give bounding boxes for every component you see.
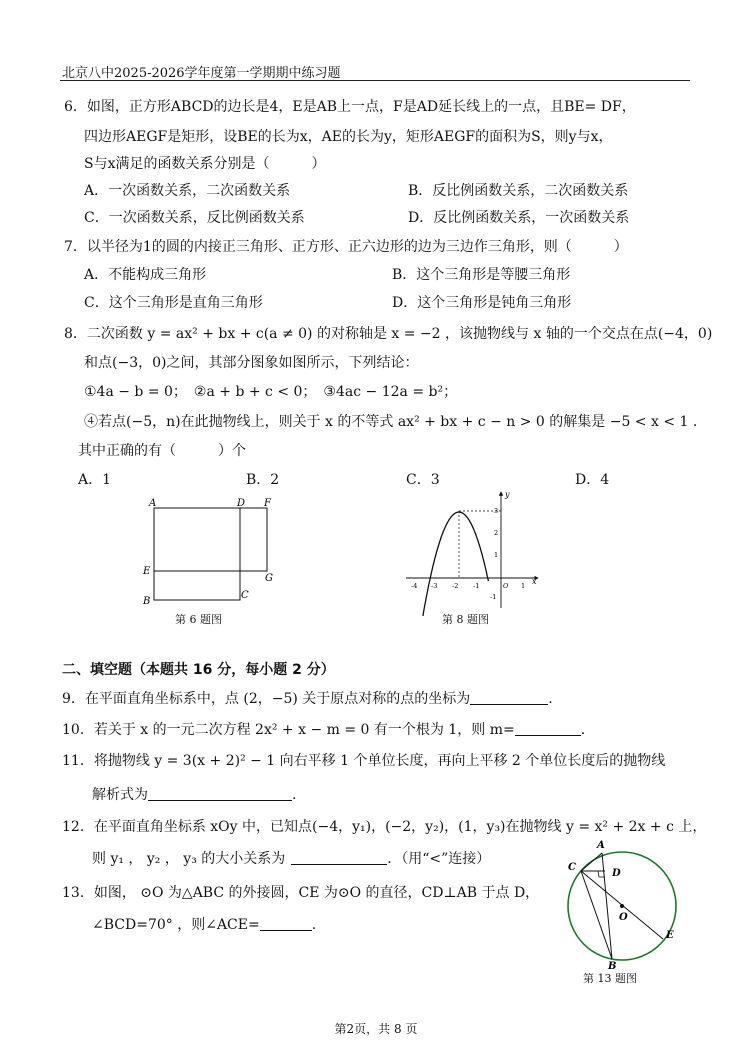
q11-line2 — [92, 786, 296, 804]
q8-option-d: D．4 — [575, 472, 610, 488]
q8-line5: 其中正确的有（ ）个 — [78, 443, 246, 459]
label-b: B — [143, 596, 151, 607]
label-e: E — [143, 566, 151, 577]
q6-option-a: A．一次函数关系，二次函数关系 — [84, 183, 291, 199]
label-d: D — [237, 498, 246, 509]
q7-option-d: D．这个三角形是钝角三角形 — [392, 295, 572, 311]
q7-option-c: C．这个三角形是直角三角形 — [84, 295, 263, 311]
q6-line3: S与x满足的函数关系分别是（ ） — [84, 156, 326, 172]
q13-answer-blank[interactable] — [260, 916, 312, 931]
q8-option-a: A．1 — [78, 472, 112, 488]
q6-option-c: C．一次函数关系，反比例函数关系 — [84, 210, 305, 226]
q7-option-a: A．不能构成三角形 — [84, 267, 207, 283]
x-tick-neg1: -1 — [473, 582, 480, 590]
q9-text: 9．在平面直角坐标系中，点 (2，−5) 关于原点对称的点的坐标为 — [62, 691, 471, 707]
y-axis-label: y — [505, 490, 510, 499]
q12-line2 — [92, 850, 490, 868]
q10-line — [62, 721, 585, 739]
y-tick-2: 2 — [494, 529, 499, 537]
q13-line1: 13．如图， ⊙O 为△ABC 的外接圆，CE 为⊙O 的直径，CD⊥AB 于点 D， — [62, 885, 540, 901]
x-tick-neg3: -3 — [431, 582, 438, 590]
q11-end: . — [292, 787, 297, 803]
x-tick-neg4: -4 — [411, 582, 418, 590]
figure-6-caption: 第 6 题图 — [175, 613, 222, 626]
figure-13-caption: 第 13 题图 — [583, 972, 637, 985]
center-point — [620, 904, 624, 908]
figure-8-caption: 第 8 题图 — [442, 613, 489, 626]
label-a: A — [149, 498, 157, 509]
y-tick-1: 1 — [494, 551, 499, 559]
y-tick-neg1: -1 — [490, 593, 497, 601]
label-b: B — [608, 961, 617, 969]
q12-line1: 12．在平面直角坐标系 xOy 中，已知点(−4，y₁)，(−2，y₂)，(1，y₃)在抛物线 y = x² + 2x + c 上， — [62, 819, 707, 835]
q13-end: . — [311, 917, 317, 933]
q6-option-d: D．反比例函数关系，一次函数关系 — [408, 210, 630, 226]
q6-line2: 四边形AEGF是矩形，设BE的长为x，AE的长为y，矩形AEGF的面积为S，则y与x， — [84, 129, 613, 145]
q13-line2 — [92, 916, 316, 934]
q8-line1: 8．二次函数 y = ax² + bx + c(a ≠ 0) 的对称轴是 x = −2 ，该抛物线与 x 轴的一个交点在点(−4，0) — [64, 326, 713, 342]
q8-option-b: B．2 — [246, 472, 280, 488]
label-f: F — [264, 498, 271, 509]
rectangle-aegf — [154, 508, 267, 571]
x-axis-label: x — [532, 577, 537, 586]
figure-13 — [562, 834, 687, 969]
q11-line1: 11．将抛物线 y = 3(x + 2)² − 1 向右平移 1 个单位长度，再向上平移 2 个单位长度后的抛物线 — [62, 753, 666, 769]
q12-end: ．（用“<”连接） — [387, 851, 491, 867]
y-tick-3: 3 — [494, 507, 499, 515]
q11-answer-blank[interactable] — [148, 786, 292, 801]
q12-answer-blank[interactable] — [291, 850, 387, 865]
page-footer: 第2页，共 8 页 — [334, 1022, 418, 1036]
label-a: A — [597, 840, 605, 851]
q10-text: 10．若关于 x 的一元二次方程 2x² + x − m = 0 有一个根为 1，则 m= — [62, 722, 515, 738]
q8-line2: 和点(−3，0)之间，其部分图象如图所示，下列结论： — [84, 355, 419, 371]
q8-line3: ①4a − b = 0； ②a + b + c < 0； ③4ac − 12a = b²； — [84, 384, 458, 400]
section-2-title: 二、填空题（本题共 16 分，每小题 2 分） — [62, 662, 335, 678]
q13-text: ∠BCD=70° ，则∠ACE= — [92, 917, 260, 933]
q11-text: 解析式为 — [92, 787, 148, 803]
label-e: E — [666, 930, 674, 941]
q9-line — [62, 690, 553, 708]
label-o: O — [619, 912, 628, 923]
q8-option-c: C．3 — [406, 472, 440, 488]
x-tick-1: 1 — [521, 582, 526, 590]
figure-6 — [135, 492, 285, 627]
q6-option-b: B．反比例函数关系，二次函数关系 — [408, 183, 629, 199]
page-header: 北京八中2025-2026学年度第一学期期中练习题 — [62, 66, 341, 81]
x-tick-neg2: -2 — [452, 582, 459, 590]
parabola-curve — [411, 512, 489, 616]
q12-text: 则 y₁ ， y₂ ， y₃ 的大小关系为 — [92, 851, 286, 867]
label-c: C — [241, 590, 249, 601]
label-c: C — [568, 862, 576, 873]
q7-option-b: B．这个三角形是等腰三角形 — [392, 267, 571, 283]
origin-label: O — [503, 582, 509, 590]
q8-line4: ④若点(−5，n)在此抛物线上，则关于 x 的不等式 ax² + bx + c − n > 0 的解集是 −5 < x < 1 . — [84, 414, 698, 430]
q9-end: . — [548, 691, 553, 707]
q9-answer-blank[interactable] — [470, 690, 548, 705]
q6-line1: 6．如图，正方形ABCD的边长是4，E是AB上一点，F是AD延长线上的一点，且BE= DF， — [64, 99, 636, 115]
q10-end: . — [580, 722, 586, 738]
segment-ca — [581, 853, 602, 871]
segment-ab — [602, 853, 612, 959]
square-abcd — [154, 508, 240, 600]
label-g: G — [265, 573, 273, 584]
q7-line1: 7．以半径为1的圆的内接正三角形、正方形、正六边形的边为三边作三角形，则（ ） — [64, 239, 628, 255]
q10-answer-blank[interactable] — [515, 721, 581, 736]
header-rule — [60, 80, 690, 81]
label-d: D — [612, 868, 621, 879]
figure-8 — [400, 486, 550, 616]
